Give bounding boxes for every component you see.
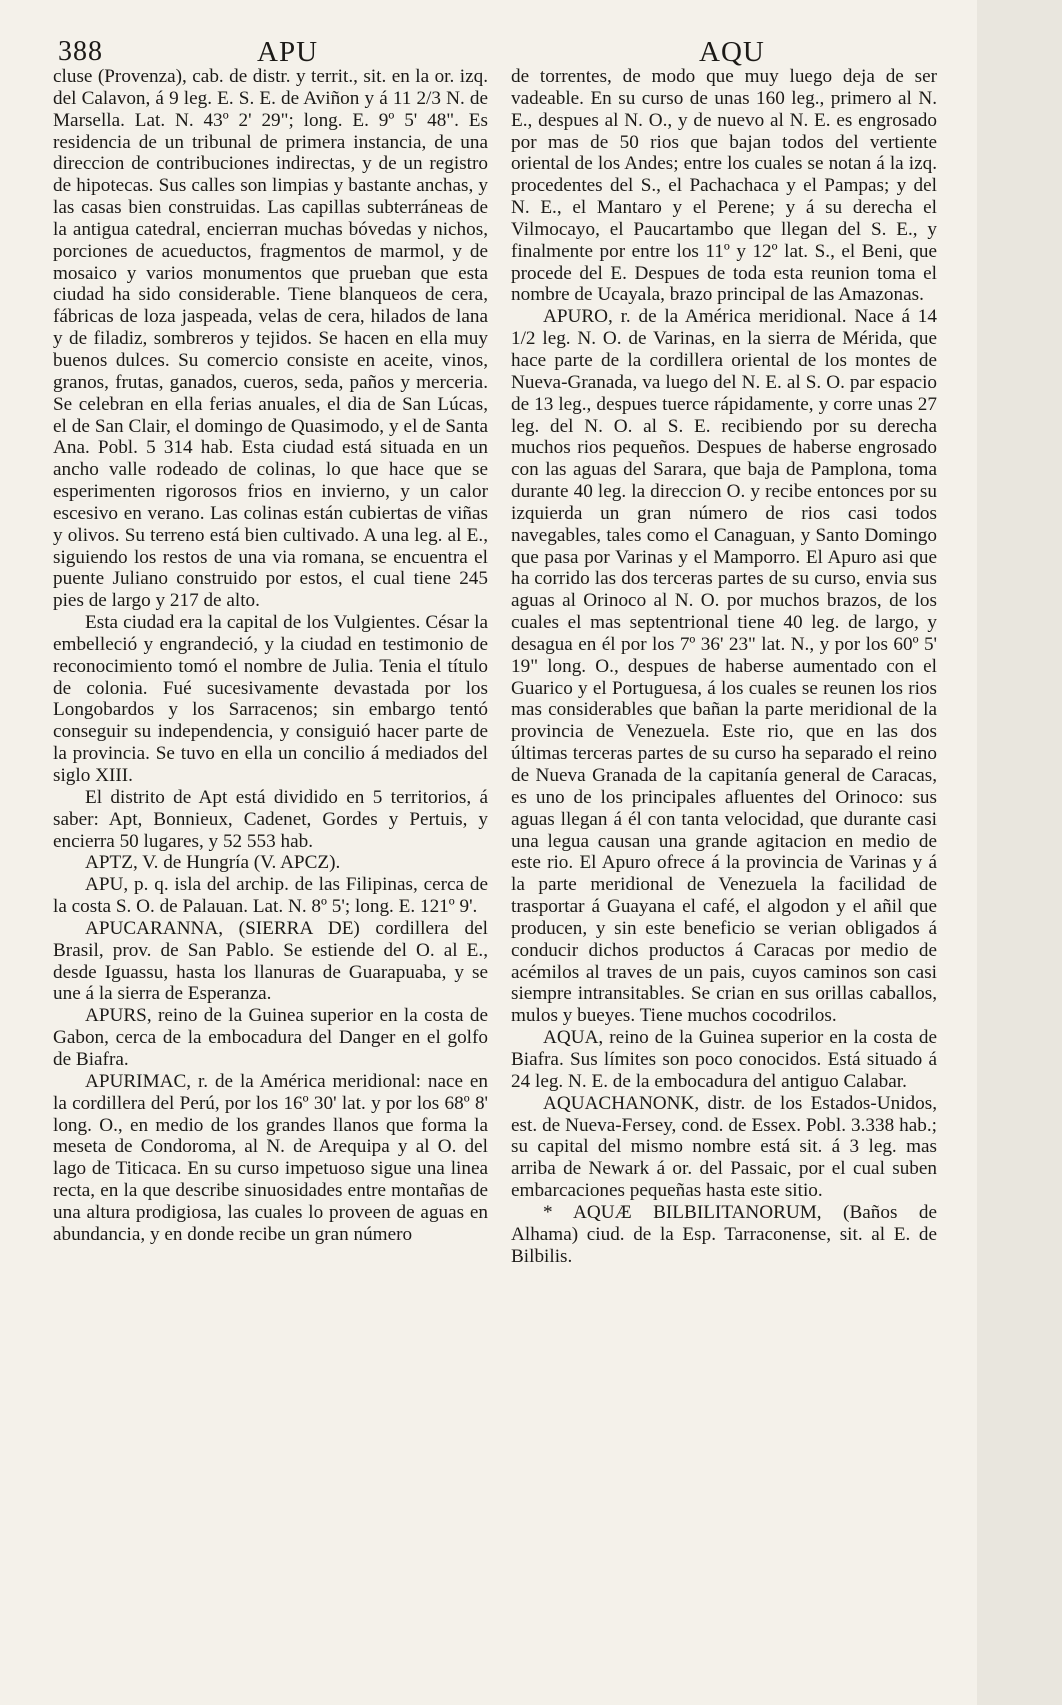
entry-aptz: APTZ, V. de Hungría (V. APCZ).	[85, 852, 341, 874]
entry-apuro: APURO, r. de la América meridional. Nace á 14 1/2 leg. N. O. de Varinas, en la sierra de Mérida, que hace parte de la cordillera oriental de los montes de Nueva-Granada, va luego del N. E. al S. O. par espacio de 13 leg., despues tuerce rápidamente, y corre unas 27 leg. del N. O. al S. E. recibiendo por su derecha muchos rios pequeños. Despues de haberse engrosado con las aguas del Sarara, que baja de Pamplona, toma durante 40 leg. la direccion O. y recibe entonces por su izquierda un gran número de rios casi todos navegables, tales como el Canaguan, y Santo Domingo que pasa por Varinas y el Mamporro. El Apuro asi que ha corrido las dos terceras partes de su curso, envia sus aguas al Orinoco al N. O. por muchos brazos, de los cuales el mas septentrional tiene 40 leg. de largo, y desagua en él por los 7º 36' 23" lat. N., y por los 60º 5' 19" long. O., despues de haberse aumentado con el Guarico y el Portuguesa, á los cuales se reunen los rios mas considerables que bañan la parte meridional de la provincia de Venezuela. Este rio, que en las dos últimas terceras partes de su curso ha separado el reino de Nueva Granada de la capitanía general de Caracas, es uno de los principales afluentes del Orinoco: sus aguas llegan á él con tanta velocidad, que durante casi una legua causan una grande agitacion en medio de este rio. El Apuro ofrece á la provincia de Varinas y á la parte meridional de Venezuela la facilidad de trasportar á Guayana el café, el algodon y el añil que producen, y sin este beneficio se verian obligados á conducir dichos productos á Caracas por medio de acémilos al traves de un pais, cuyos caminos son casi siempre intransitables. Se crian en sus orillas caballos, mulos y bueyes. Tiene muchos cocodrilos.	[511, 306, 937, 1027]
entry-aqua: AQUA, reino de la Guinea superior en la costa de Biafra. Sus límites son poco conocidos. Está situado á 24 leg. N. E. de la embocadura del antiguo Calabar.	[511, 1027, 937, 1092]
entry-aquachanonk: AQUACHANONK, distr. de los Estados-Unidos, est. de Nueva-Fersey, cond. de Essex. Pobl. 3.338 hab.; su capital del mismo nombre está sit. á 3 leg. mas arriba de Newark á or. del Passaic, por el cual suben embarcaciones pequeñas hasta este sitio.	[511, 1092, 937, 1202]
entry-apurs: APURS, reino de la Guinea superior en la costa de Gabon, cerca de la embocadura del Danger en el golfo de Biafra.	[53, 1005, 488, 1070]
entry-apucaranna: APUCARANNA, (SIERRA DE) cordillera del Brasil, prov. de San Pablo. Se estiende del O. al E., desde Iguassu, hasta los llanuras de Guarapuaba, y se une á la sierra de Esperanza.	[53, 917, 488, 1005]
entry-paragraph: El distrito de Apt está dividido en 5 territorios, á saber: Apt, Bonnieux, Cadenet, Gordes y Pertuis, y encierra 50 lugares, y 52 553 hab.	[53, 786, 488, 852]
entry-apu: APU, p. q. isla del archip. de las Filipinas, cerca de la costa S. O. de Palauan. Lat. N. 8º 5'; long. E. 121º 9'.	[53, 874, 488, 918]
entry-aquae-bilbilitanorum: * AQUÆ BILBILITANORUM, (Baños de Alhama) ciud. de la Esp. Tarraconense, sit. al E. de Bilbilis.	[511, 1201, 937, 1267]
right-running-head: AQU	[699, 36, 765, 68]
entry-paragraph: Esta ciudad era la capital de los Vulgientes. César la embelleció y engrandeció, y la ciudad en testimonio de reconocimiento tomó el nombre de Julia. Tenia el título de colonia. Fué sucesivamente devastada por los Longobardos y los Sarracenos; sin embargo tentó conseguir su independencia, y consiguió hacer parte de la provincia. Se tuvo en ella un concilio á mediados del siglo XIII.	[53, 612, 488, 786]
left-running-head: APU	[257, 36, 319, 68]
entry-paragraph: de torrentes, de modo que muy luego deja de ser vadeable. En su curso de unas 160 leg., primero al N. E., despues al N. O., y de nuevo al N. E. es engrosado por mas de 50 rios que bajan todos del vertiente oriental de los Andes; entre los cuales se notan á la izq. procedentes del S., el Pachachaca y el Pampas; y del N. E., el Mantaro y el Perene; y á su derecha el Vilmocayo, el Paucartambo que llegan del S. E., y finalmente por entre los 11º y 12º lat. S., el Beni, que procede del E. Despues de toda esta reunion toma el nombre de Ucayala, brazo principal de las Amazonas.	[511, 66, 937, 306]
left-column	[53, 66, 488, 1246]
entry-paragraph: cluse (Provenza), cab. de distr. y territ., sit. en la or. izq. del Calavon, á 9 leg. E. S. E. de Aviñon y á 11 2/3 N. de Marsella. Lat. N. 43º 2' 29"; long. E. 9º 5' 48". Es residencia de un tribunal de primera instancia, de una direccion de contribuciones indirectas, y de un registro de hipotecas. Sus calles son limpias y bastante anchas, y las casas bien construidas. Las capillas subterráneas de la antigua catedral, encierran muchas bóvedas y nichos, porciones de acueductos, fragmentos de marmol, y de mosaico y varios monumentos que prueban que esta ciudad ha sido considerable. Tiene blanqueos de cera, fábricas de loza jaspeada, velas de cera, hilados de lana y de filadiz, sombreros y tejidos. Se hacen en ella muy buenos dulces. Su comercio consiste en aceite, vinos, granos, frutas, ganados, cueros, seda, paños y merceria. Se celebran en ella ferias anuales, el dia de San Lúcas, el de San Clair, el domingo de Quasimodo, y el de Santa Ana. Pobl. 5 314 hab. Esta ciudad está situada en un ancho valle rodeado de colinas, lo que hace que se esperimenten rigorosos frios en invierno, y un calor escesivo en verano. Las colinas están cubiertas de viñas y olivos. Su terreno está bien cultivado. A una leg. al E., siguiendo los restos de una via romana, se encuentra el puente Juliano construido por estos, el cual tiene 245 pies de largo y 217 de alto.	[53, 66, 488, 612]
entry-apurimac: APURIMAC, r. de la América meridional: nace en la cordillera del Perú, por los 16º 30' lat. y por los 68º 8' long. O., en medio de los grandes llanos que forma la meseta de Condoroma, al N. de Arequipa y al O. del lago de Titicaca. En su curso impetuoso sigue una linea recta, en la que describe sinuosidades entre montañas de una altura prodigiosa, las cuales lo proveen de aguas en abundancia, y en donde recibe un gran número	[53, 1070, 488, 1245]
right-column	[511, 66, 937, 1267]
page-number: 388	[58, 36, 103, 67]
